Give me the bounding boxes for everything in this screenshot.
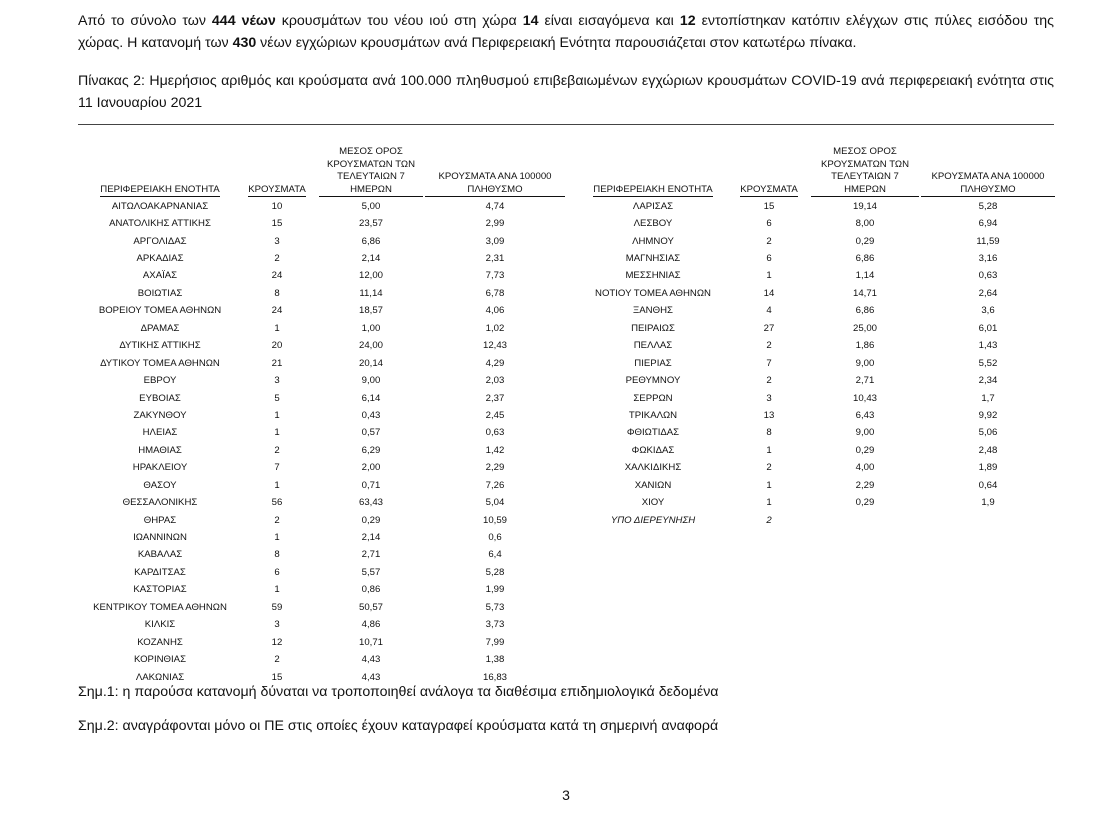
cases-cell: 8 <box>766 427 772 439</box>
per100k-cell: 4,74 <box>485 200 505 212</box>
horizontal-rule <box>78 124 1054 125</box>
avg7-cell: 0,43 <box>361 409 381 421</box>
per100k-cell: 7,26 <box>485 479 505 491</box>
region-cell: ΦΘΙΩΤΙΔΑΣ <box>626 427 680 439</box>
table-body-left <box>84 198 566 686</box>
per100k-cell: 2,45 <box>485 409 505 421</box>
avg7-cell: 14,71 <box>852 287 877 299</box>
cases-cell: 21 <box>271 357 283 369</box>
avg7-cell: 2,14 <box>361 253 381 265</box>
table-row <box>84 512 566 529</box>
region-cell: ΔΡΑΜΑΣ <box>140 322 180 334</box>
table-row <box>84 390 566 407</box>
avg7-cell: 6,86 <box>855 253 875 265</box>
table-row <box>578 320 1056 337</box>
intro-text-2: κρουσμάτων του νέου ιού στη χώρα <box>275 13 523 29</box>
per100k-cell: 3,73 <box>485 619 505 631</box>
per100k-cell: 4,29 <box>485 357 505 369</box>
cases-cell: 1 <box>274 322 280 334</box>
per100k-cell: 1,02 <box>485 322 505 334</box>
header-region-label: ΠΕΡΙΦΕΡΕΙΑΚΗ ΕΝΟΤΗΤΑ <box>100 184 219 198</box>
cases-cell: 8 <box>274 287 280 299</box>
per100k-cell: 9,92 <box>978 409 998 421</box>
cases-table-left <box>84 146 566 686</box>
per100k-cell: 3,16 <box>978 253 998 265</box>
cases-cell: 1 <box>766 444 772 456</box>
table-row <box>84 582 566 599</box>
avg7-cell: 25,00 <box>852 322 877 334</box>
per100k-cell: 2,34 <box>978 375 998 387</box>
avg7-cell: 2,71 <box>361 549 381 561</box>
per100k-cell: 5,73 <box>485 601 505 613</box>
region-cell: ΑΙΤΩΛΟΑΚΑΡΝΑΝΙΑΣ <box>111 200 209 212</box>
region-cell: ΚΙΛΚΙΣ <box>144 619 176 631</box>
cases-cell: 6 <box>766 218 772 230</box>
cases-cell: 2 <box>766 514 772 526</box>
table-row <box>84 268 566 285</box>
header-avg7-label: ΜΕΣΟΣ ΟΡΟΣ ΚΡΟΥΣΜΑΤΩΝ ΤΩΝ ΤΕΛΕΥΤΑΙΩΝ 7 ΗΜΕΡΩΝ <box>319 146 423 197</box>
region-cell: ΑΧΑΪΑΣ <box>142 270 178 282</box>
avg7-cell: 24,00 <box>358 340 383 352</box>
cases-cell: 1 <box>766 479 772 491</box>
cases-cell: 12 <box>271 636 283 648</box>
cases-cell: 1 <box>766 497 772 509</box>
cases-cell: 59 <box>271 601 283 613</box>
region-cell: ΚΕΝΤΡΙΚΟΥ ΤΟΜΕΑ ΑΘΗΝΩΝ <box>93 601 227 613</box>
avg7-cell: 0,29 <box>361 514 381 526</box>
region-cell: ΡΕΘΥΜΝΟΥ <box>625 375 681 387</box>
per100k-cell: 16,83 <box>482 671 507 683</box>
avg7-cell: 8,00 <box>855 218 875 230</box>
cases-cell: 5 <box>274 392 280 404</box>
avg7-cell: 50,57 <box>358 601 383 613</box>
cases-cell: 1 <box>274 584 280 596</box>
region-cell: ΧΑΝΙΩΝ <box>634 479 672 491</box>
table-row <box>84 250 566 267</box>
region-cell: ΗΛΕΙΑΣ <box>142 427 178 439</box>
intro-text-1: Από το σύνολο των <box>78 13 212 29</box>
intro-paragraph <box>78 10 1054 54</box>
table-row <box>84 355 566 372</box>
region-cell: ΖΑΚΥΝΘΟΥ <box>133 409 187 421</box>
table-row <box>578 215 1056 232</box>
table-row <box>578 390 1056 407</box>
region-cell: ΑΡΚΑΔΙΑΣ <box>136 253 184 265</box>
cases-cell: 7 <box>766 357 772 369</box>
intro-bold-imported: 14 <box>522 13 539 29</box>
cases-cell: 4 <box>766 305 772 317</box>
region-cell: ΜΕΣΣΗΝΙΑΣ <box>625 270 681 282</box>
table-row <box>578 198 1056 215</box>
table-row <box>578 372 1056 389</box>
region-cell: ΔΥΤΙΚΗΣ ΑΤΤΙΚΗΣ <box>119 340 201 352</box>
cases-cell: 3 <box>274 375 280 387</box>
table-row <box>578 268 1056 285</box>
per100k-cell: 0,64 <box>978 479 998 491</box>
intro-text-3: είναι εισαγόμενα και <box>538 13 680 29</box>
per100k-cell: 2,03 <box>485 375 505 387</box>
region-cell: ΘΕΣΣΑΛΟΝΙΚΗΣ <box>122 497 198 509</box>
table-row <box>84 285 566 302</box>
region-cell: ΠΕΛΛΑΣ <box>633 340 673 352</box>
per100k-cell: 5,28 <box>485 566 505 578</box>
per100k-cell: 1,7 <box>981 392 995 404</box>
avg7-cell: 0,29 <box>855 497 875 509</box>
avg7-cell: 0,29 <box>855 444 875 456</box>
header-per100k-label: ΚΡΟΥΣΜΑΤΑ ΑΝΑ 100000 ΠΛΗΘΥΣΜΟ <box>425 171 565 197</box>
avg7-cell: 1,14 <box>855 270 875 282</box>
table-row <box>84 303 566 320</box>
intro-bold-gates: 12 <box>679 13 696 29</box>
region-cell: ΦΩΚΙΔΑΣ <box>631 444 675 456</box>
cases-cell: 2 <box>274 444 280 456</box>
per100k-cell: 1,89 <box>978 462 998 474</box>
table-row <box>84 425 566 442</box>
cases-cell: 6 <box>766 253 772 265</box>
avg7-cell: 5,00 <box>361 200 381 212</box>
cases-cell: 2 <box>766 340 772 352</box>
intro-text-4: εντοπίστηκαν κατόπιν ελέγχων στις πύλες εισόδου της χώρας. Η κατανομή των <box>78 13 1055 51</box>
table-header-row <box>84 146 566 198</box>
region-cell: ΕΥΒΟΙΑΣ <box>139 392 181 404</box>
cases-cell: 6 <box>274 566 280 578</box>
header-avg7-label: ΜΕΣΟΣ ΟΡΟΣ ΚΡΟΥΣΜΑΤΩΝ ΤΩΝ ΤΕΛΕΥΤΑΙΩΝ 7 ΗΜΕΡΩΝ <box>811 146 919 197</box>
header-cases-label: ΚΡΟΥΣΜΑΤΑ <box>740 184 798 198</box>
table-row <box>84 407 566 424</box>
cases-cell: 24 <box>271 305 283 317</box>
region-cell: ΥΠΟ ΔΙΕΡΕΥΝΗΣΗ <box>610 514 696 526</box>
avg7-cell: 2,71 <box>855 375 875 387</box>
per100k-cell: 1,9 <box>981 497 995 509</box>
cases-cell: 20 <box>271 340 283 352</box>
header-avg7 <box>318 146 424 198</box>
table-body-right <box>578 198 1056 529</box>
region-cell: ΒΟΙΩΤΙΑΣ <box>137 287 183 299</box>
intro-text-5: νέων εγχώριων κρουσμάτων ανά Περιφερειακή Ενότητα παρουσιάζεται στον κατωτέρω πίνακα. <box>256 35 857 51</box>
table-row <box>578 494 1056 511</box>
region-cell: ΙΩΑΝΝΙΝΩΝ <box>133 532 187 544</box>
per100k-cell: 5,06 <box>978 427 998 439</box>
header-per100k <box>424 146 566 198</box>
cases-cell: 24 <box>271 270 283 282</box>
per100k-cell: 1,43 <box>978 340 998 352</box>
cases-cell: 13 <box>763 409 775 421</box>
per100k-cell: 3,6 <box>981 305 995 317</box>
cases-cell: 2 <box>766 235 772 247</box>
per100k-cell: 11,59 <box>976 235 1000 247</box>
avg7-cell: 9,00 <box>361 375 381 387</box>
table-row <box>84 529 566 546</box>
per100k-cell: 1,99 <box>485 584 505 596</box>
per100k-cell: 5,52 <box>978 357 998 369</box>
cases-cell: 2 <box>274 253 280 265</box>
note-1: Σημ.1: η παρούσα κατανομή δύναται να τροποποιηθεί ανάλογα τα διαθέσιμα επιδημιολογικά δεδομένα <box>78 684 719 700</box>
avg7-cell: 12,00 <box>358 270 383 282</box>
region-cell: ΚΑΒΑΛΑΣ <box>137 549 183 561</box>
table-row <box>84 494 566 511</box>
region-cell: ΚΟΖΑΝΗΣ <box>137 636 183 648</box>
per100k-cell: 6,4 <box>488 549 502 561</box>
cases-cell: 2 <box>274 654 280 666</box>
cases-cell: 1 <box>274 479 280 491</box>
avg7-cell: 4,00 <box>855 462 875 474</box>
cases-cell: 14 <box>763 287 775 299</box>
header-avg7 <box>810 146 920 198</box>
avg7-cell: 6,86 <box>361 235 381 247</box>
avg7-cell: 10,71 <box>358 636 383 648</box>
table-row <box>84 477 566 494</box>
avg7-cell: 1,86 <box>855 340 875 352</box>
avg7-cell: 1,00 <box>361 322 381 334</box>
avg7-cell: 2,14 <box>361 532 381 544</box>
table-row <box>578 512 1056 529</box>
header-cases <box>236 146 318 198</box>
region-cell: ΘΑΣΟΥ <box>143 479 177 491</box>
avg7-cell: 4,43 <box>361 654 381 666</box>
table-row <box>84 233 566 250</box>
region-cell: ΞΑΝΘΗΣ <box>633 305 673 317</box>
avg7-cell: 0,57 <box>361 427 381 439</box>
table-row <box>578 303 1056 320</box>
intro-bold-new-cases: 444 νέων <box>211 13 276 29</box>
table-row <box>84 634 566 651</box>
table-row <box>84 651 566 668</box>
cases-cell: 7 <box>274 462 280 474</box>
per100k-cell <box>920 512 1056 529</box>
per100k-cell: 5,04 <box>485 497 505 509</box>
table-row <box>578 407 1056 424</box>
header-region <box>84 146 236 198</box>
avg7-cell: 6,86 <box>855 305 875 317</box>
avg7-cell: 4,86 <box>361 619 381 631</box>
region-cell: ΛΑΡΙΣΑΣ <box>632 200 674 212</box>
table-row <box>578 355 1056 372</box>
region-cell: ΕΒΡΟΥ <box>143 375 177 387</box>
table-row <box>84 372 566 389</box>
region-cell: ΧΑΛΚΙΔΙΚΗΣ <box>624 462 682 474</box>
per100k-cell: 10,59 <box>482 514 507 526</box>
region-cell: ΒΟΡΕΙΟΥ ΤΟΜΕΑ ΑΘΗΝΩΝ <box>98 305 222 317</box>
region-cell: ΜΑΓΝΗΣΙΑΣ <box>625 253 681 265</box>
per100k-cell: 0,6 <box>488 532 502 544</box>
cases-cell: 1 <box>766 270 772 282</box>
cases-cell: 10 <box>271 200 283 212</box>
avg7-cell: 20,14 <box>358 357 383 369</box>
region-cell: ΠΙΕΡΙΑΣ <box>634 357 672 369</box>
region-cell: ΛΗΜΝΟΥ <box>632 235 674 247</box>
table-row <box>578 338 1056 355</box>
region-cell: ΛΑΚΩΝΙΑΣ <box>135 671 185 683</box>
avg7-cell <box>810 512 920 529</box>
avg7-cell: 10,43 <box>852 392 877 404</box>
cases-cell: 2 <box>766 375 772 387</box>
cases-cell: 56 <box>271 497 283 509</box>
per100k-cell: 7,99 <box>485 636 505 648</box>
per100k-cell: 2,31 <box>485 253 505 265</box>
header-region-label: ΠΕΡΙΦΕΡΕΙΑΚΗ ΕΝΟΤΗΤΑ <box>593 184 712 198</box>
region-cell: ΚΟΡΙΝΘΙΑΣ <box>133 654 187 666</box>
table-row <box>578 425 1056 442</box>
avg7-cell: 2,00 <box>361 462 381 474</box>
region-cell: ΑΝΑΤΟΛΙΚΗΣ ΑΤΤΙΚΗΣ <box>109 218 211 230</box>
table-row <box>84 599 566 616</box>
region-cell: ΣΕΡΡΩΝ <box>633 392 673 404</box>
header-region <box>578 146 728 198</box>
per100k-cell: 0,63 <box>485 427 505 439</box>
cases-cell: 2 <box>274 514 280 526</box>
per100k-cell: 2,99 <box>485 218 505 230</box>
header-cases <box>728 146 810 198</box>
avg7-cell: 5,57 <box>361 566 381 578</box>
per100k-cell: 6,01 <box>978 322 998 334</box>
page-number: 3 <box>562 787 570 803</box>
table-header-row <box>578 146 1056 198</box>
cases-cell: 15 <box>271 671 283 683</box>
avg7-cell: 2,29 <box>855 479 875 491</box>
cases-table-right <box>578 146 1056 529</box>
avg7-cell: 9,00 <box>855 427 875 439</box>
region-cell: ΧΙΟΥ <box>641 497 665 509</box>
cases-cell: 8 <box>274 549 280 561</box>
table-row <box>578 250 1056 267</box>
cases-cell: 27 <box>763 322 775 334</box>
per100k-cell: 6,94 <box>978 218 998 230</box>
table-row <box>84 338 566 355</box>
header-per100k-label: ΚΡΟΥΣΜΑΤΑ ΑΝΑ 100000 ΠΛΗΘΥΣΜΟ <box>921 171 1055 197</box>
region-cell: ΑΡΓΟΛΙΔΑΣ <box>133 235 187 247</box>
per100k-cell: 6,78 <box>485 287 505 299</box>
avg7-cell: 63,43 <box>358 497 383 509</box>
table-row <box>84 564 566 581</box>
table-caption: Πίνακας 2: Ημερήσιος αριθμός και κρούσματα ανά 100.000 πληθυσμού επιβεβαιωμένων εγχώριων κρουσμάτων COVID-19 ανά περιφερειακή ενότητα στις 11 Ιανουαρίου 2021 <box>78 73 1054 111</box>
table-row <box>84 442 566 459</box>
table-row <box>84 320 566 337</box>
cases-cell: 3 <box>274 235 280 247</box>
cases-cell: 3 <box>274 619 280 631</box>
region-cell: ΘΗΡΑΣ <box>143 514 177 526</box>
avg7-cell: 0,86 <box>361 584 381 596</box>
per100k-cell: 5,28 <box>978 200 998 212</box>
region-cell: ΗΜΑΘΙΑΣ <box>138 444 182 456</box>
cases-cell: 3 <box>766 392 772 404</box>
avg7-cell: 23,57 <box>358 218 383 230</box>
avg7-cell: 19,14 <box>852 200 877 212</box>
table-row <box>578 477 1056 494</box>
avg7-cell: 4,43 <box>361 671 381 683</box>
region-cell: ΤΡΙΚΑΛΩΝ <box>628 409 678 421</box>
table-row <box>84 460 566 477</box>
avg7-cell: 6,43 <box>855 409 875 421</box>
avg7-cell: 9,00 <box>855 357 875 369</box>
per100k-cell: 3,09 <box>485 235 505 247</box>
table-row <box>578 285 1056 302</box>
note-2: Σημ.2: αναγράφονται μόνο οι ΠΕ στις οποίες έχουν καταγραφεί κρούσματα κατά τη σημερινή αναφορά <box>78 718 719 734</box>
avg7-cell: 11,14 <box>359 287 383 299</box>
region-cell: ΔΥΤΙΚΟΥ ΤΟΜΕΑ ΑΘΗΝΩΝ <box>100 357 220 369</box>
per100k-cell: 1,42 <box>485 444 505 456</box>
cases-cell: 1 <box>274 532 280 544</box>
per100k-cell: 2,29 <box>485 462 505 474</box>
table-row <box>84 617 566 634</box>
header-per100k <box>920 146 1056 198</box>
table-row <box>578 460 1056 477</box>
region-cell: ΝΟΤΙΟΥ ΤΟΜΕΑ ΑΘΗΝΩΝ <box>595 287 711 299</box>
region-cell: ΗΡΑΚΛΕΙΟΥ <box>132 462 188 474</box>
table-row <box>578 233 1056 250</box>
region-cell: ΛΕΣΒΟΥ <box>633 218 673 230</box>
avg7-cell: 6,29 <box>361 444 381 456</box>
per100k-cell: 4,06 <box>485 305 505 317</box>
per100k-cell: 0,63 <box>978 270 998 282</box>
table-row <box>84 198 566 215</box>
avg7-cell: 0,71 <box>361 479 381 491</box>
region-cell: ΠΕΙΡΑΙΩΣ <box>631 322 675 334</box>
table-row <box>578 442 1056 459</box>
per100k-cell: 2,37 <box>485 392 505 404</box>
intro-bold-domestic: 430 <box>232 35 257 51</box>
cases-cell: 15 <box>763 200 775 212</box>
table-row <box>84 547 566 564</box>
cases-cell: 1 <box>274 427 280 439</box>
cases-cell: 1 <box>274 409 280 421</box>
cases-cell: 2 <box>766 462 772 474</box>
per100k-cell: 7,73 <box>485 270 505 282</box>
avg7-cell: 0,29 <box>855 235 875 247</box>
per100k-cell: 2,48 <box>978 444 998 456</box>
per100k-cell: 12,43 <box>482 340 507 352</box>
avg7-cell: 18,57 <box>358 305 383 317</box>
per100k-cell: 2,64 <box>978 287 998 299</box>
avg7-cell: 6,14 <box>361 392 381 404</box>
header-cases-label: ΚΡΟΥΣΜΑΤΑ <box>248 184 306 198</box>
region-cell: ΚΑΡΔΙΤΣΑΣ <box>134 566 186 578</box>
per100k-cell: 1,38 <box>485 654 505 666</box>
cases-cell: 15 <box>271 218 283 230</box>
region-cell: ΚΑΣΤΟΡΙΑΣ <box>133 584 187 596</box>
table-row <box>84 215 566 232</box>
